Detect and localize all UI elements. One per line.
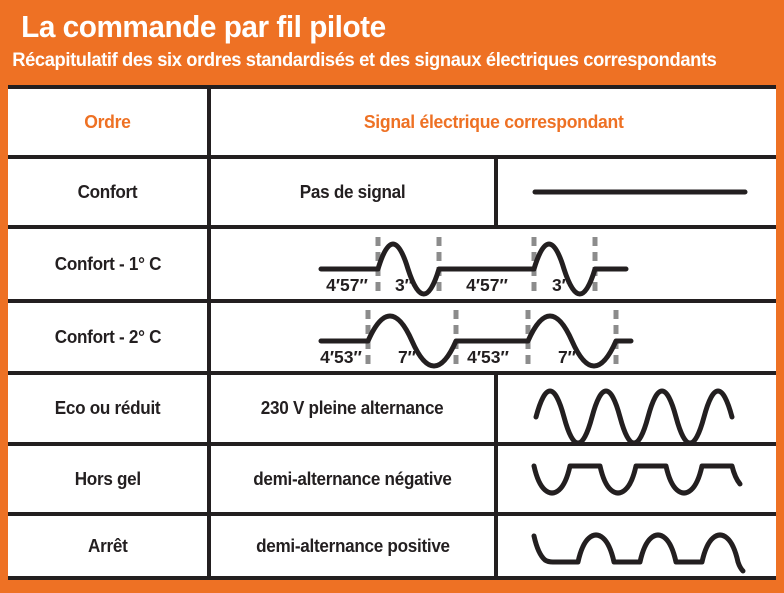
negative-half-wave-waveform xyxy=(498,446,776,512)
timing-label: 7″ xyxy=(397,347,417,367)
confort-2c-label: Confort - 2° C xyxy=(54,326,161,347)
cell-ordre-arret xyxy=(8,516,211,576)
cell-signal-eco xyxy=(211,375,498,442)
page-title: La commande par fil pilote xyxy=(21,9,386,44)
burst-3s-waveform xyxy=(211,229,776,299)
timing-label: 7″ xyxy=(557,347,577,367)
header-banner xyxy=(0,0,784,85)
column-header-signal-label: Signal électrique correspondant xyxy=(363,111,624,132)
arret-signal-label: demi-alternance positive xyxy=(255,535,450,556)
timing-label: 4′57″ xyxy=(326,275,368,295)
page-subtitle: Récapitulatif des six ordres standardisés et des signaux électriques correspondants xyxy=(12,49,717,71)
table-row-confort xyxy=(8,159,776,229)
timing-label: 4′57″ xyxy=(466,275,508,295)
table-row-confort-minus-1 xyxy=(8,229,776,303)
cell-waveform-confort xyxy=(498,159,776,225)
timing-label: 3″ xyxy=(551,275,571,295)
cell-ordre-hors-gel xyxy=(8,446,211,512)
confort-1c-label: Confort - 1° C xyxy=(54,253,161,274)
eco-signal-label: 230 V pleine alternance xyxy=(261,398,444,418)
column-header-ordre-label: Ordre xyxy=(84,111,131,132)
timing-label: 4′53″ xyxy=(320,347,362,367)
cell-ordre-eco xyxy=(8,375,211,442)
flat-line-waveform xyxy=(498,159,776,225)
table-row-arret xyxy=(8,516,776,576)
cell-waveform-arret xyxy=(498,516,776,576)
full-sine-waveform xyxy=(498,375,776,442)
pilot-wire-table xyxy=(8,85,776,580)
timing-label: 4′53″ xyxy=(467,347,509,367)
table-row-confort-minus-2 xyxy=(8,303,776,375)
burst-7s-waveform xyxy=(211,303,776,371)
column-header-signal xyxy=(211,89,776,155)
cell-waveform-eco xyxy=(498,375,776,442)
cell-signal-confort xyxy=(211,159,498,225)
table-header-row xyxy=(8,89,776,159)
timing-label: 3″ xyxy=(394,275,414,295)
cell-signal-hors-gel xyxy=(211,446,498,512)
column-header-ordre xyxy=(8,89,211,155)
cell-signal-arret xyxy=(211,516,498,576)
hors-gel-signal-label: demi-alternance négative xyxy=(253,468,452,489)
cell-waveform-confort-1c xyxy=(211,229,776,299)
cell-ordre-confort-2c xyxy=(8,303,211,371)
table-row-eco xyxy=(8,375,776,446)
table-row-hors-gel xyxy=(8,446,776,516)
cell-ordre-confort xyxy=(8,159,211,225)
positive-half-wave-waveform xyxy=(498,516,776,576)
confort-label: Confort xyxy=(77,181,138,202)
hors-gel-label: Hors gel xyxy=(74,468,141,489)
eco-label: Eco ou réduit xyxy=(54,398,161,418)
confort-signal-label: Pas de signal xyxy=(299,181,406,202)
cell-ordre-confort-1c xyxy=(8,229,211,299)
cell-waveform-confort-2c xyxy=(211,303,776,371)
arret-label: Arrêt xyxy=(87,535,128,556)
cell-waveform-hors-gel xyxy=(498,446,776,512)
